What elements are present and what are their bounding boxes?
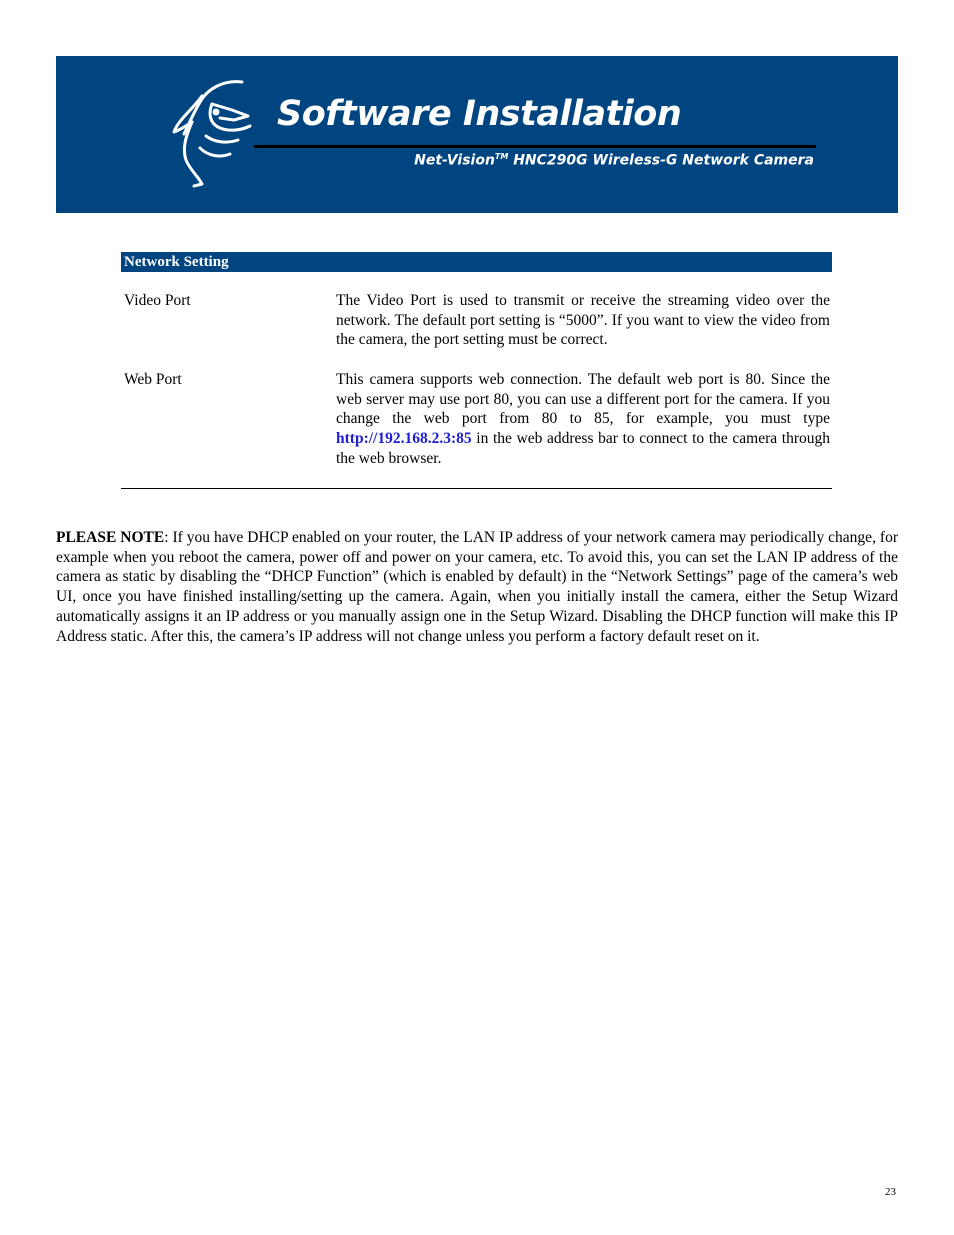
eagle-logo-icon <box>172 76 264 188</box>
header-title: Software Installation <box>277 94 682 134</box>
note-text: : If you have DHCP enabled on your router, the LAN IP address of your network camera may periodically change, for example when you reboot the camera, power off and power on your camera, etc. To avoid this, you can set the LAN IP address of the camera as static by disabling the “DHCP Function” (which is enabled by default) in the “Network Settings” page of the camera’s web UI, once you have finished installing/setting up the camera. Again, when you initially install the camera, either the Setup Wizard automatically assigns it an IP address or you manually assign one in the Setup Wizard. Disabling the DHCP function will make this IP Address static. After this, the camera’s IP address will not change unless you perform a factory default reset on it. <box>56 529 898 645</box>
web-port-description <box>336 370 830 469</box>
header-banner <box>56 56 898 213</box>
section-title-bar: Network Setting <box>121 252 832 272</box>
please-note-paragraph <box>56 528 898 646</box>
header-subtitle <box>414 152 814 169</box>
video-port-label: Video Port <box>124 292 191 309</box>
subtitle-brand: Net-Vision <box>414 152 495 169</box>
subtitle-product: HNC290G Wireless-G Network Camera <box>508 152 814 169</box>
video-port-description: The Video Port is used to transmit or receive the streaming video over the network. The default port setting is “5000”. If you want to view the video from the camera, the port setting must be correct. <box>336 292 830 349</box>
web-port-label: Web Port <box>124 371 182 388</box>
subtitle-trademark: TM <box>494 152 509 161</box>
web-port-text-before: This camera supports web connection. The default web port is 80. Since the web server may use port 80, you can use a different port for the camera. If you change the web port from 80 to 85, for example, you must type <box>336 371 830 428</box>
note-label: PLEASE NOTE <box>56 529 165 546</box>
example-url-link[interactable]: http://192.168.2.3:85 <box>336 430 472 448</box>
header-rule <box>254 145 816 148</box>
page-number: 23 <box>885 1186 896 1198</box>
web-port-text-after: in the web address bar to connect to the camera through the web browser. <box>336 430 830 467</box>
section-bottom-rule <box>121 488 832 489</box>
